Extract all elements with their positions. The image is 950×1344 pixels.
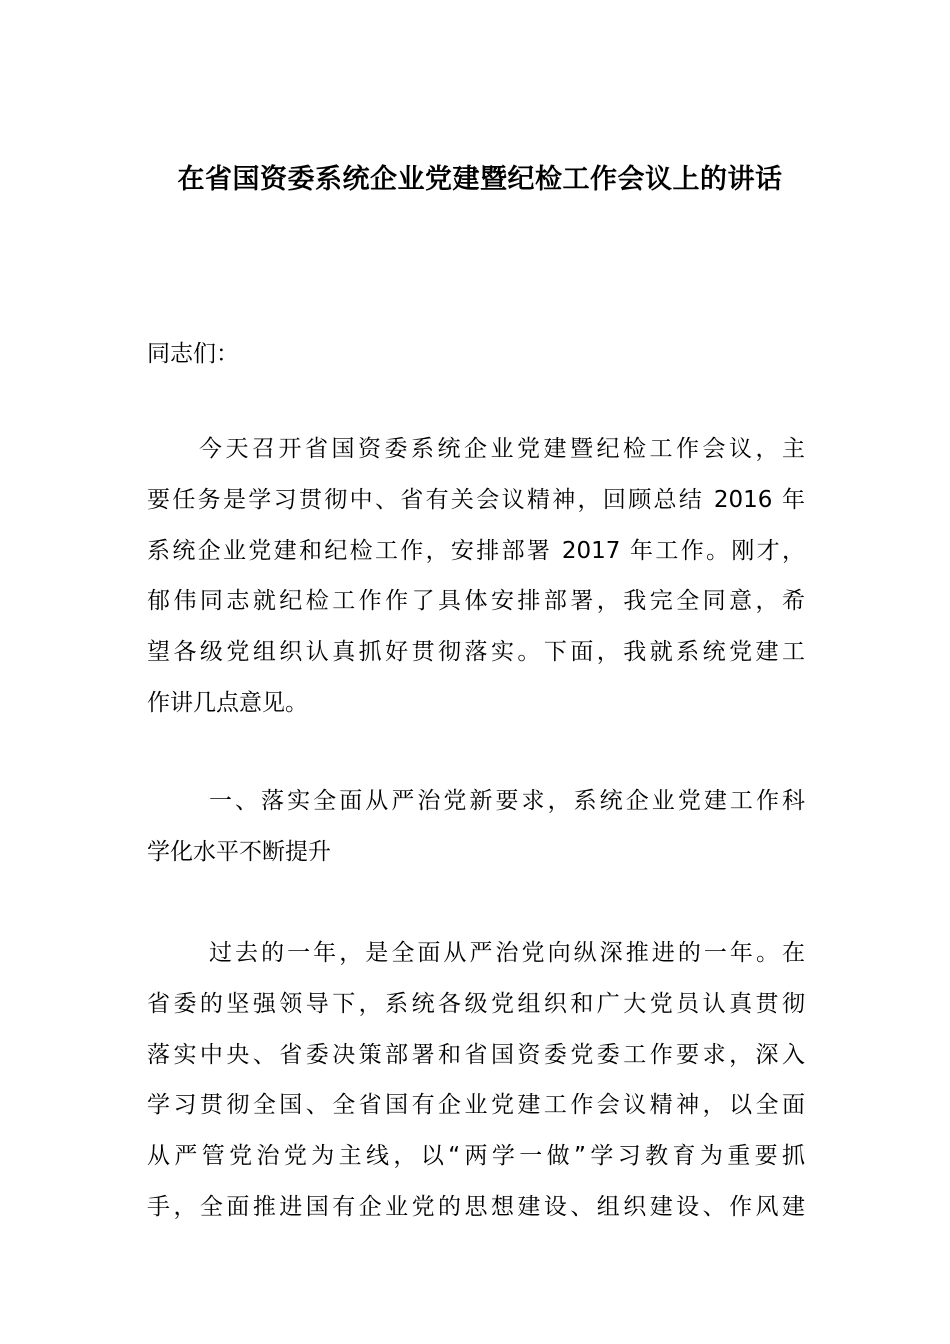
paragraph-line: 系统企业党建和纪检工作，安排部署 2017 年工作。刚才， — [147, 537, 805, 564]
paragraph-line: 作讲几点意见。 — [147, 689, 308, 716]
paragraph-line: 省委的坚强领导下，系统各级党组织和广大党员认真贯彻 — [147, 990, 805, 1017]
paragraph-line: 过去的一年，是全面从严治党向纵深推进的一年。在 — [209, 940, 805, 966]
salutation: 同志们： — [147, 341, 239, 367]
heading-line: 学化水平不断提升 — [147, 838, 331, 865]
paragraph-line: 郁伟同志就纪检工作作了具体安排部署，我完全同意，希 — [147, 588, 805, 615]
paragraph-line: 望各级党组织认真抓好贯彻落实。下面，我就系统党建工 — [147, 639, 805, 666]
paragraph-line: 学习贯彻全国、全省国有企业党建工作会议精神，以全面 — [147, 1092, 805, 1119]
paragraph-review — [147, 928, 805, 1233]
paragraph-line: 落实中央、省委决策部署和省国资委党委工作要求，深入 — [147, 1041, 805, 1068]
heading-line: 一、落实全面从严治党新要求，系统企业党建工作科 — [209, 788, 805, 814]
paragraph-line: 今天召开省国资委系统企业党建暨纪检工作会议，主 — [199, 436, 805, 462]
section-heading-1 — [147, 776, 805, 878]
document-title: 在省国资委系统企业党建暨纪检工作会议上的讲话 — [177, 164, 783, 195]
paragraph-line: 手，全面推进国有企业党的思想建设、组织建设、作风建 — [147, 1193, 805, 1220]
paragraph-line: 从严管党治党为主线，以“两学一做”学习教育为重要抓 — [147, 1143, 805, 1170]
paragraph-line: 要任务是学习贯彻中、省有关会议精神，回顾总结 2016 年 — [147, 486, 805, 513]
paragraph-intro — [147, 424, 805, 729]
